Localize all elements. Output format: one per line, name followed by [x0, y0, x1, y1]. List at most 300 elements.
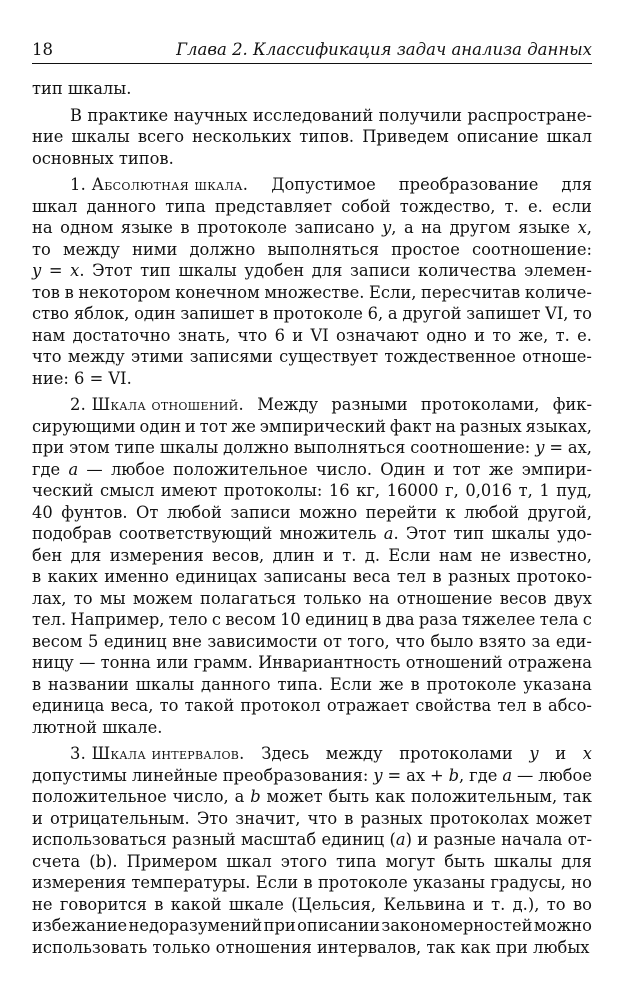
word: а	[403, 218, 414, 237]
word	[68, 459, 78, 481]
word: протоколе	[317, 873, 408, 892]
word: отражена	[507, 653, 592, 672]
word: ax,	[567, 438, 592, 457]
word: т.	[342, 545, 357, 565]
word: разных	[459, 416, 522, 436]
text-line	[32, 502, 592, 524]
word: единица	[32, 696, 105, 715]
word: —	[517, 765, 534, 785]
math-variable: a	[502, 765, 513, 785]
word: с	[582, 610, 592, 629]
word: =	[48, 261, 63, 280]
text-line	[32, 872, 592, 894]
word: шкал	[546, 127, 592, 146]
body-text	[32, 78, 592, 958]
word: 6	[74, 368, 85, 388]
word: x,	[577, 218, 592, 237]
word: записи	[350, 261, 411, 280]
word: данного	[201, 674, 271, 694]
word: где	[469, 765, 498, 785]
word: нам	[438, 545, 473, 565]
word: преобразования:	[222, 765, 369, 785]
text-line	[32, 566, 592, 588]
text-line	[32, 174, 592, 196]
word: Инвариантность	[258, 653, 401, 672]
word: любой	[166, 502, 222, 522]
word: y,	[382, 218, 397, 237]
word: на	[421, 218, 442, 237]
word: протокол	[240, 696, 321, 715]
word: но	[571, 873, 592, 892]
word: распростране-	[467, 105, 592, 125]
word: шкале.	[102, 717, 163, 737]
word: Если	[388, 545, 431, 565]
word: этими	[130, 347, 184, 366]
math-variable: a	[68, 459, 79, 479]
word: научных	[173, 105, 248, 125]
math-variable: y	[382, 218, 392, 237]
word: разных	[448, 567, 511, 586]
word: говорится	[59, 894, 147, 914]
word: весом	[225, 610, 276, 629]
word: собой	[341, 196, 391, 216]
word: веса	[352, 567, 391, 586]
text-line	[32, 743, 592, 765]
text-line	[32, 282, 592, 304]
text-line	[32, 239, 592, 261]
word: любое	[110, 459, 165, 479]
word: соотношение:	[472, 239, 592, 259]
word: бен	[32, 545, 63, 565]
word: тип	[140, 261, 171, 280]
word: и	[292, 325, 304, 345]
running-header	[32, 40, 592, 64]
word: шкалы	[71, 127, 130, 146]
word: можно	[299, 502, 358, 522]
word: что	[395, 631, 425, 651]
word: (Цельсия,	[291, 894, 377, 914]
text-line	[32, 325, 592, 347]
word: на	[368, 588, 390, 608]
word: каких	[47, 567, 98, 586]
word: или	[156, 653, 189, 672]
word: протоколами,	[420, 395, 540, 414]
word: начала	[501, 830, 563, 849]
word: т.	[491, 894, 506, 914]
word: Между	[257, 395, 319, 414]
word: —	[86, 459, 103, 479]
math-variable: b	[250, 787, 261, 806]
word: двух	[553, 588, 592, 608]
word: яблок,	[73, 304, 130, 323]
text-line	[32, 78, 592, 100]
word: что	[237, 325, 268, 345]
word: данного	[86, 196, 157, 216]
word: шкале	[228, 894, 284, 914]
word: а	[234, 787, 245, 806]
word: г,	[445, 481, 459, 500]
text-line	[32, 786, 592, 808]
word: е.	[577, 325, 592, 345]
word: между	[67, 347, 125, 366]
word: температуры.	[131, 873, 251, 892]
word: отношения	[215, 937, 312, 957]
word: кг,	[356, 481, 381, 500]
word: при	[495, 937, 528, 957]
word: Допустимое	[271, 175, 376, 194]
word: 6,	[367, 304, 384, 323]
word: Если	[255, 873, 299, 892]
word: использоваться	[32, 830, 167, 849]
word: x.	[70, 261, 85, 280]
word: весов,	[212, 545, 265, 565]
word: пересчитав	[421, 282, 521, 302]
word: для	[70, 545, 102, 565]
text-line	[32, 609, 592, 631]
word: а	[387, 304, 398, 323]
text-line	[32, 915, 592, 937]
math-variable: y	[32, 261, 42, 280]
word: лах,	[32, 588, 67, 608]
word: Примером	[126, 851, 218, 871]
word: описании	[297, 916, 380, 935]
word: Это	[196, 808, 229, 828]
text-line	[32, 260, 592, 282]
word: множестве.	[264, 282, 365, 302]
text-line	[32, 717, 592, 739]
word: Один	[380, 459, 426, 479]
word: же,	[518, 325, 549, 345]
word: шкал	[226, 851, 272, 871]
word: то	[32, 239, 51, 259]
word: полагаться	[199, 588, 297, 608]
text-line	[32, 652, 592, 674]
paragraph	[32, 743, 592, 958]
word: Например,	[70, 610, 165, 629]
word: как	[375, 787, 406, 806]
word: представляет	[214, 196, 333, 216]
word: практике	[87, 105, 169, 125]
text-line	[32, 808, 592, 830]
word: то	[492, 325, 512, 345]
word: тел	[396, 567, 426, 586]
word: только	[152, 937, 211, 957]
section-heading: 2. Шкала отношений.	[70, 395, 245, 414]
word: на	[32, 218, 53, 237]
word: этом	[69, 438, 110, 457]
word: быть	[444, 851, 485, 871]
word: типов.	[118, 148, 174, 168]
word: линейные	[131, 765, 218, 785]
word: и	[555, 744, 567, 763]
word: же	[231, 416, 256, 436]
word: может	[535, 808, 592, 828]
word: нам	[32, 325, 66, 345]
math-variable: b	[448, 765, 460, 785]
word: a.	[383, 524, 399, 543]
word: веса,	[110, 696, 154, 715]
word: другом	[449, 218, 511, 237]
word: что	[32, 347, 62, 366]
word: единиц	[321, 830, 385, 849]
word: положительное	[32, 787, 167, 806]
word: протоколы:	[223, 481, 323, 500]
word: если	[551, 196, 592, 216]
word: тел	[497, 696, 527, 715]
word: в	[32, 567, 42, 586]
word: =	[549, 438, 563, 457]
word: что	[307, 808, 338, 828]
word: то	[73, 588, 93, 608]
word: подобрав	[32, 524, 112, 543]
word: избежание	[32, 916, 128, 935]
word: к	[445, 502, 456, 522]
word: разные	[433, 830, 496, 849]
word: протоколе	[273, 304, 363, 323]
word: тип	[32, 79, 63, 98]
word: шкал	[32, 196, 78, 216]
word: интервалов,	[317, 937, 422, 957]
word: то	[159, 696, 179, 715]
word: нескольких	[192, 127, 292, 146]
word: и	[184, 416, 196, 436]
word: так	[426, 937, 456, 957]
word: эмпири-	[521, 459, 592, 479]
word: от-	[567, 830, 592, 849]
word: какой	[170, 894, 222, 914]
text-line	[32, 437, 592, 459]
text-line	[32, 480, 592, 502]
word: известно,	[509, 545, 592, 565]
word: любой	[464, 502, 520, 522]
section-heading: 1. Абсолютная шкала.	[70, 175, 249, 194]
word: протоколе	[197, 218, 288, 237]
text-line	[32, 368, 592, 390]
word: положительным,	[411, 787, 558, 806]
word: 1	[539, 481, 550, 500]
math-variable: x	[70, 261, 80, 280]
word: и	[32, 808, 43, 828]
word: пуд,	[556, 481, 592, 500]
text-line	[32, 894, 592, 916]
word: абсо-	[548, 696, 592, 715]
word: ax	[406, 765, 426, 785]
word: того,	[347, 631, 390, 651]
word: то	[546, 894, 566, 914]
word: эмпирический	[259, 416, 386, 436]
word: 0,016	[465, 481, 512, 500]
word: т.	[504, 196, 519, 216]
word	[502, 765, 512, 787]
word: 10	[280, 610, 301, 629]
word: конечном	[175, 282, 260, 302]
word: разный	[171, 830, 236, 849]
word: другой,	[527, 502, 592, 522]
word: в	[154, 894, 164, 914]
word: тот	[199, 416, 228, 436]
word: 40	[32, 502, 53, 522]
word: разных	[360, 808, 423, 828]
word: преобразование	[398, 175, 539, 194]
text-line	[32, 631, 592, 653]
word: тождество,	[399, 196, 496, 216]
word: единиц	[305, 610, 368, 629]
text-line	[32, 829, 592, 851]
word: было	[430, 631, 474, 651]
word: основных	[32, 148, 114, 168]
word: и	[472, 894, 484, 914]
word: Здесь	[261, 744, 310, 763]
word: VI,	[545, 304, 569, 323]
word: исследований	[252, 105, 374, 125]
word: счета	[32, 851, 81, 871]
word: фунтов.	[61, 502, 128, 522]
math-variable: a	[383, 524, 394, 543]
word: не	[32, 894, 53, 914]
word: смысл	[99, 481, 155, 500]
word: элемен-	[524, 261, 592, 280]
word	[529, 743, 538, 765]
word: длин	[272, 545, 315, 565]
word: VI.	[108, 368, 132, 388]
word: =	[89, 368, 104, 388]
page-number: 18	[32, 40, 53, 59]
word: другой	[402, 304, 462, 323]
word: типа	[336, 851, 377, 871]
word: записано	[294, 218, 375, 237]
word	[583, 743, 592, 765]
word: 5	[87, 631, 99, 651]
word: типов.	[299, 127, 355, 146]
word: значит,	[235, 808, 301, 828]
word: языках,	[525, 416, 592, 436]
word: шкалы	[178, 261, 237, 280]
word: не	[480, 545, 502, 565]
word: перейти	[365, 502, 437, 522]
text-line	[32, 588, 592, 610]
word: Если	[329, 674, 373, 694]
word: VI	[310, 325, 329, 345]
word: раза	[418, 610, 458, 629]
word: отношений	[405, 653, 503, 672]
word	[535, 437, 544, 459]
word: знать,	[177, 325, 231, 345]
word: факт	[389, 416, 432, 436]
word: тяжелее	[461, 610, 536, 629]
word: на	[435, 416, 456, 436]
word: сирующими	[32, 416, 136, 436]
word: весом	[32, 631, 83, 651]
word: существует	[279, 347, 379, 366]
word: между	[63, 239, 120, 259]
word: От	[136, 502, 159, 522]
word: тов	[32, 282, 60, 302]
word: шкалы.	[67, 79, 132, 98]
text-line	[32, 303, 592, 325]
word: между	[325, 744, 383, 763]
word: выполняться	[293, 438, 406, 457]
word: можно	[533, 916, 592, 935]
word: могут	[385, 851, 436, 871]
word: (b).	[89, 851, 118, 871]
word: тождественное	[384, 347, 516, 366]
word: е.	[527, 196, 543, 216]
word: для	[311, 261, 343, 280]
word: шкалы	[493, 851, 553, 871]
word: одном	[60, 218, 114, 237]
chapter-title: Глава 2. Классификация задач анализа данных	[176, 40, 592, 59]
word: множитель	[279, 524, 377, 543]
word: использовать	[32, 937, 148, 957]
word: =	[387, 765, 402, 785]
word: же	[488, 459, 514, 479]
word: названии	[48, 674, 129, 694]
word: в	[372, 610, 382, 629]
word: соответствующий	[118, 524, 273, 543]
paragraph	[32, 105, 592, 170]
word: в	[344, 808, 354, 828]
word: языке	[518, 218, 570, 237]
word: один	[139, 416, 182, 436]
word: простое	[391, 239, 460, 259]
word: указаны	[413, 873, 486, 892]
word: грамм.	[193, 653, 253, 672]
word: так	[563, 787, 592, 806]
text-line	[32, 765, 592, 787]
word: отрицательным.	[49, 808, 190, 828]
word: Если,	[369, 282, 417, 302]
word: 6	[274, 325, 285, 345]
math-variable: x	[582, 744, 592, 763]
word: для	[561, 851, 592, 871]
text-line	[32, 126, 592, 148]
word: с	[211, 610, 222, 629]
word: количе-	[524, 282, 592, 302]
word: —	[79, 653, 96, 672]
word: один	[134, 304, 176, 323]
word: Кельвина	[383, 894, 466, 914]
section-heading: 3. Шкала интервалов.	[70, 744, 245, 763]
word: закономерностей	[381, 916, 533, 935]
word: +	[429, 765, 444, 785]
word: единицах	[175, 567, 257, 586]
word: за	[531, 631, 551, 651]
word: удобен	[244, 261, 305, 280]
word: указана	[523, 674, 592, 694]
word: языке	[120, 218, 173, 237]
word: и	[474, 325, 485, 345]
word: градусы,	[490, 873, 566, 892]
word: типе	[114, 438, 155, 457]
word: лютной	[32, 717, 98, 737]
word: быть	[328, 787, 370, 806]
word: недоразумений	[128, 916, 263, 935]
word: в	[432, 567, 442, 586]
word: типа	[165, 196, 206, 216]
word: при	[32, 438, 65, 457]
word: получили	[378, 105, 462, 125]
word: вне	[172, 631, 202, 651]
word: этого	[280, 851, 328, 871]
word: два	[385, 610, 415, 629]
word: любое	[538, 765, 592, 785]
word: масштаб	[240, 830, 317, 849]
text-line	[32, 394, 592, 416]
word: в	[532, 696, 542, 715]
word: при	[263, 916, 296, 935]
word: записи	[230, 502, 291, 522]
word: Приведем	[362, 127, 449, 146]
